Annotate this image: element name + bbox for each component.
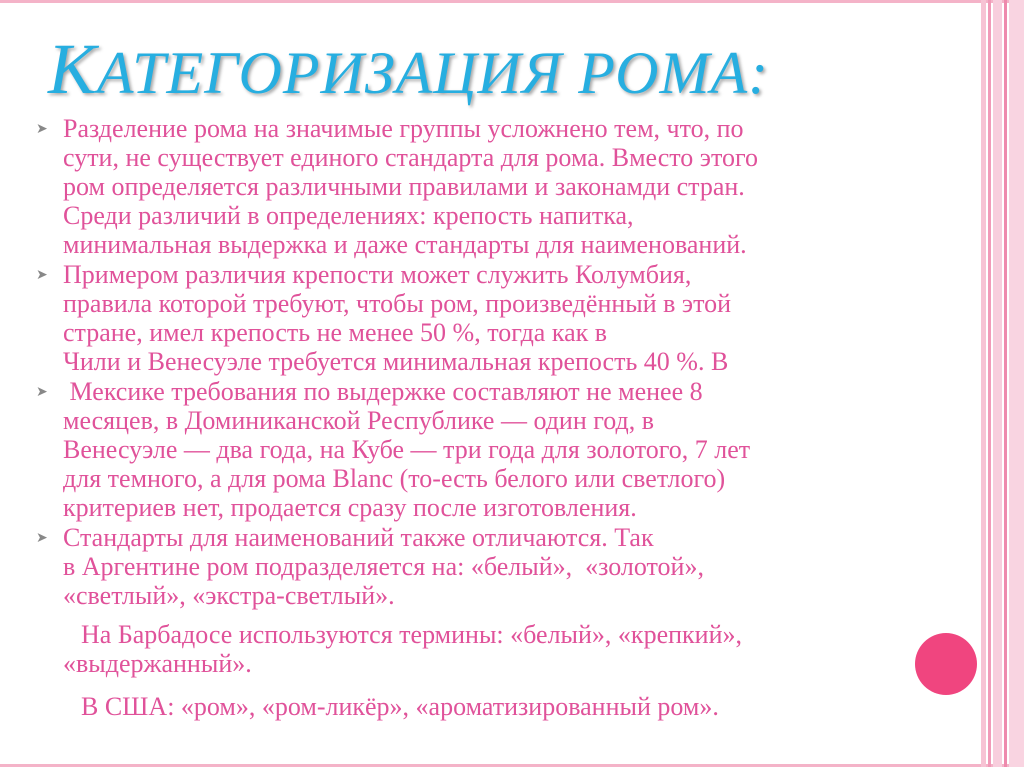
bullet-line: в Аргентине ром подразделяется на: «белый», «золотой», [63, 552, 704, 581]
bullet-line: для темного, а для рома Blanc (то-есть белого или светлого) [63, 464, 726, 493]
bullet-line: месяцев, в Доминиканской Республике — один год, в [63, 406, 655, 435]
chevron-right-icon: ➤ [36, 384, 48, 400]
bullet-line: Разделение рома на значимые группы усложнено тем, что, по [63, 114, 744, 143]
slide-body [36, 114, 936, 721]
title-initial: К [48, 29, 97, 109]
bullet-item [36, 523, 936, 610]
top-border [0, 0, 1024, 3]
bullet-item [36, 114, 936, 259]
bullet-line: Стандарты для наименований также отличаются. Так [63, 523, 654, 552]
bullet-line: Чили и Венесуэле требуется минимальная крепость 40 %. В [63, 347, 729, 376]
bullet-line: критериев нет, продается сразу после изготовления. [63, 493, 637, 522]
bullet-line: стране, имел крепость не менее 50 %, тогда как в [63, 318, 608, 347]
bullet-line: Венесуэле — два года, на Кубе — три года для золотого, 7 лет [63, 435, 751, 464]
bullet-line: Мексике требования по выдержке составляют не менее 8 [63, 377, 703, 406]
bullet-line: «светлый», «экстра-светлый». [63, 581, 395, 610]
decorative-stripe [993, 0, 1002, 767]
paragraph-line: На Барбадосе используются термины: «белый», «крепкий», [81, 620, 742, 649]
bullet-line: ром определяется различными правилами и законамди стран. [63, 172, 745, 201]
paragraph-line: «выдержанный». [63, 649, 252, 678]
bullet-item [36, 377, 936, 522]
bullet-line: минимальная выдержка и даже стандарты для наименований. [63, 230, 747, 259]
decorative-stripe [1004, 0, 1007, 767]
bullet-line: сути, не существует единого стандарта для рома. Вместо этого [63, 143, 758, 172]
paragraph-line: В США: «ром», «ром-ликёр», «ароматизированный ром». [81, 692, 719, 721]
slide-title [48, 28, 769, 111]
chevron-right-icon: ➤ [36, 121, 48, 137]
chevron-right-icon: ➤ [36, 530, 48, 546]
decorative-stripe [988, 0, 991, 767]
chevron-right-icon: ➤ [36, 267, 48, 283]
title-rest: АТЕГОРИЗАЦИЯ РОМА: [96, 40, 770, 106]
paragraph [36, 692, 936, 721]
decorative-stripe [981, 0, 986, 767]
bullet-line: Среди различий в определениях: крепость напитка, [63, 201, 634, 230]
decorative-stripe [1009, 0, 1024, 767]
bullet-line: Примером различия крепости может служить Колумбия, [63, 260, 692, 289]
bullet-line: правила которой требуют, чтобы ром, произведённый в этой [63, 289, 732, 318]
paragraph [36, 620, 936, 678]
bullet-item [36, 260, 936, 376]
